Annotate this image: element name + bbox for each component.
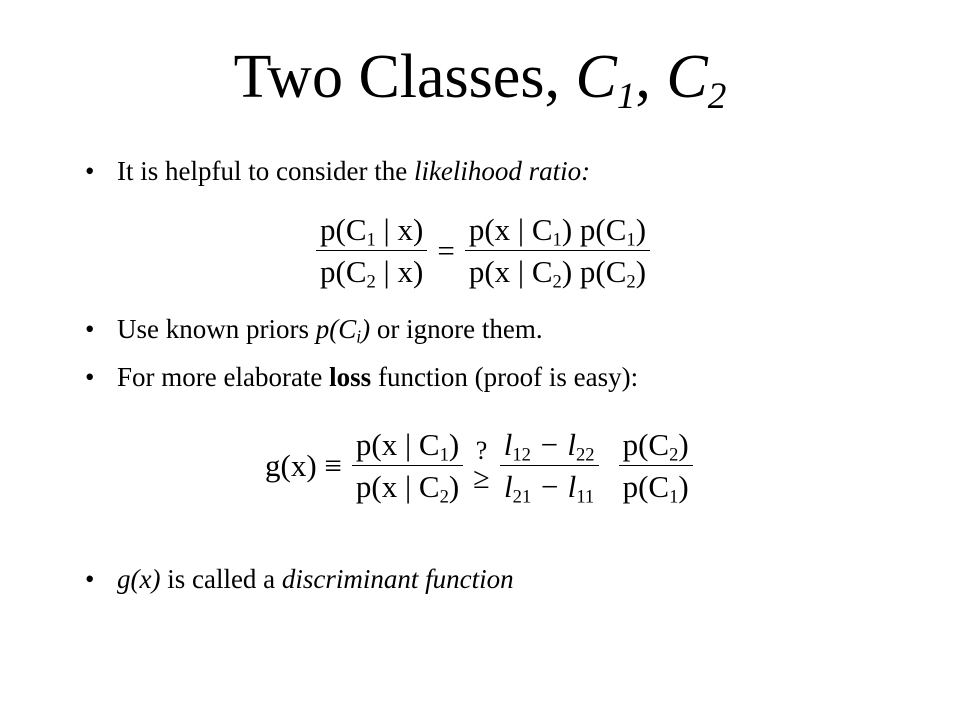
bullet-dot: • xyxy=(85,564,95,594)
fraction-denominator xyxy=(316,251,427,293)
math-sub: 1 xyxy=(669,486,679,508)
math-sub: 11 xyxy=(576,486,595,508)
bullet-emphasis: likelihood ratio: xyxy=(413,156,591,186)
bullet-dot: • xyxy=(85,314,95,344)
math-sub: 1 xyxy=(439,444,449,466)
math-text: | x) xyxy=(375,254,424,289)
math-text: | x) xyxy=(375,212,424,247)
bullet-discriminant xyxy=(85,563,514,595)
math-sub: 2 xyxy=(552,271,562,293)
fraction-numerator xyxy=(352,429,463,466)
fraction-denominator xyxy=(619,466,693,508)
math-text: ) p(C xyxy=(561,212,627,247)
math-var: − l xyxy=(530,427,576,462)
math-sub: 12 xyxy=(512,444,531,466)
math-sub: 2 xyxy=(439,486,449,508)
math-text: p(C xyxy=(622,469,670,504)
fraction-numerator xyxy=(465,214,650,251)
bullet-text: function (proof is easy): xyxy=(371,362,639,392)
title-c2-sub: 2 xyxy=(707,76,727,118)
math-text: ) xyxy=(678,469,689,504)
likelihood-prior-fraction xyxy=(465,212,650,293)
math-text: ) xyxy=(635,212,647,247)
title-c1-sub: 1 xyxy=(616,76,636,118)
math-sub: 21 xyxy=(512,486,532,508)
bullet-text: It is helpful to consider the xyxy=(117,156,414,186)
title-text: Two Classes, xyxy=(233,43,576,111)
likelihood-ratio-equation xyxy=(316,212,650,293)
math-var: l xyxy=(503,427,513,462)
math-text: p(x | C xyxy=(468,254,553,289)
math-text: p(x | C xyxy=(355,427,440,462)
bullet-emphasis: discriminant function xyxy=(281,564,514,594)
equals-sign: = xyxy=(437,233,455,268)
math-text: p(C xyxy=(622,427,670,462)
fraction-numerator xyxy=(619,429,693,466)
math-sub: 1 xyxy=(366,229,376,251)
bullet-dot: • xyxy=(85,362,95,392)
math-sub: i xyxy=(356,326,362,347)
math-var: l xyxy=(504,469,513,504)
title-sep: , xyxy=(635,43,667,111)
math-text: p(C xyxy=(320,212,367,247)
prior-ratio-fraction xyxy=(619,427,693,508)
math-text: ) xyxy=(448,427,460,462)
math-sub: 1 xyxy=(552,229,562,251)
math-text: ) xyxy=(635,254,647,289)
comparison-operator xyxy=(473,435,490,495)
math-var: − l xyxy=(531,469,577,504)
bullet-text: For more elaborate xyxy=(117,362,330,392)
bullet-bold: loss xyxy=(329,362,372,392)
math-sub: 1 xyxy=(626,229,636,251)
geq-symbol: ≥ xyxy=(473,461,490,495)
math-text: p(C xyxy=(315,314,357,344)
fraction-denominator xyxy=(352,466,463,508)
bullet-loss-function xyxy=(85,361,638,393)
math-text: p(C xyxy=(320,254,367,289)
math-sub: 22 xyxy=(575,444,595,466)
title-c2 xyxy=(666,43,727,118)
fraction-denominator xyxy=(500,466,599,508)
bullet-text: is called a xyxy=(160,564,282,594)
posterior-ratio-fraction xyxy=(316,212,427,293)
bullet-dot: • xyxy=(85,156,95,186)
bullet-emphasis xyxy=(315,314,371,347)
math-sub: 2 xyxy=(366,271,376,293)
math-text: ) xyxy=(678,427,689,462)
math-sub: 2 xyxy=(626,271,636,293)
math-text: ) xyxy=(448,469,460,504)
loss-ratio-fraction xyxy=(500,427,599,508)
title-c1 xyxy=(575,43,636,118)
math-text: ) xyxy=(361,314,371,344)
fraction-numerator xyxy=(316,214,427,251)
title-c1-letter: C xyxy=(575,43,617,111)
title-c2-letter: C xyxy=(666,43,708,111)
discriminant-equation xyxy=(265,427,693,508)
bullet-likelihood-ratio xyxy=(85,155,590,187)
math-text: p(x | C xyxy=(355,469,440,504)
math-sub: 2 xyxy=(669,444,679,466)
slide-title xyxy=(0,40,960,118)
discriminant-lhs: g(x) ≡ xyxy=(265,448,342,483)
likelihood-ratio-fraction xyxy=(352,427,463,508)
bullet-priors xyxy=(85,313,543,345)
math-text: p(x | C xyxy=(468,212,553,247)
fraction-denominator xyxy=(465,251,650,293)
question-mark: ? xyxy=(475,435,488,465)
math-text: ) p(C xyxy=(561,254,627,289)
bullet-text: or ignore them. xyxy=(370,314,543,344)
bullet-emphasis: g(x) xyxy=(117,564,161,594)
fraction-numerator xyxy=(500,429,599,466)
bullet-text: Use known priors xyxy=(117,314,316,344)
